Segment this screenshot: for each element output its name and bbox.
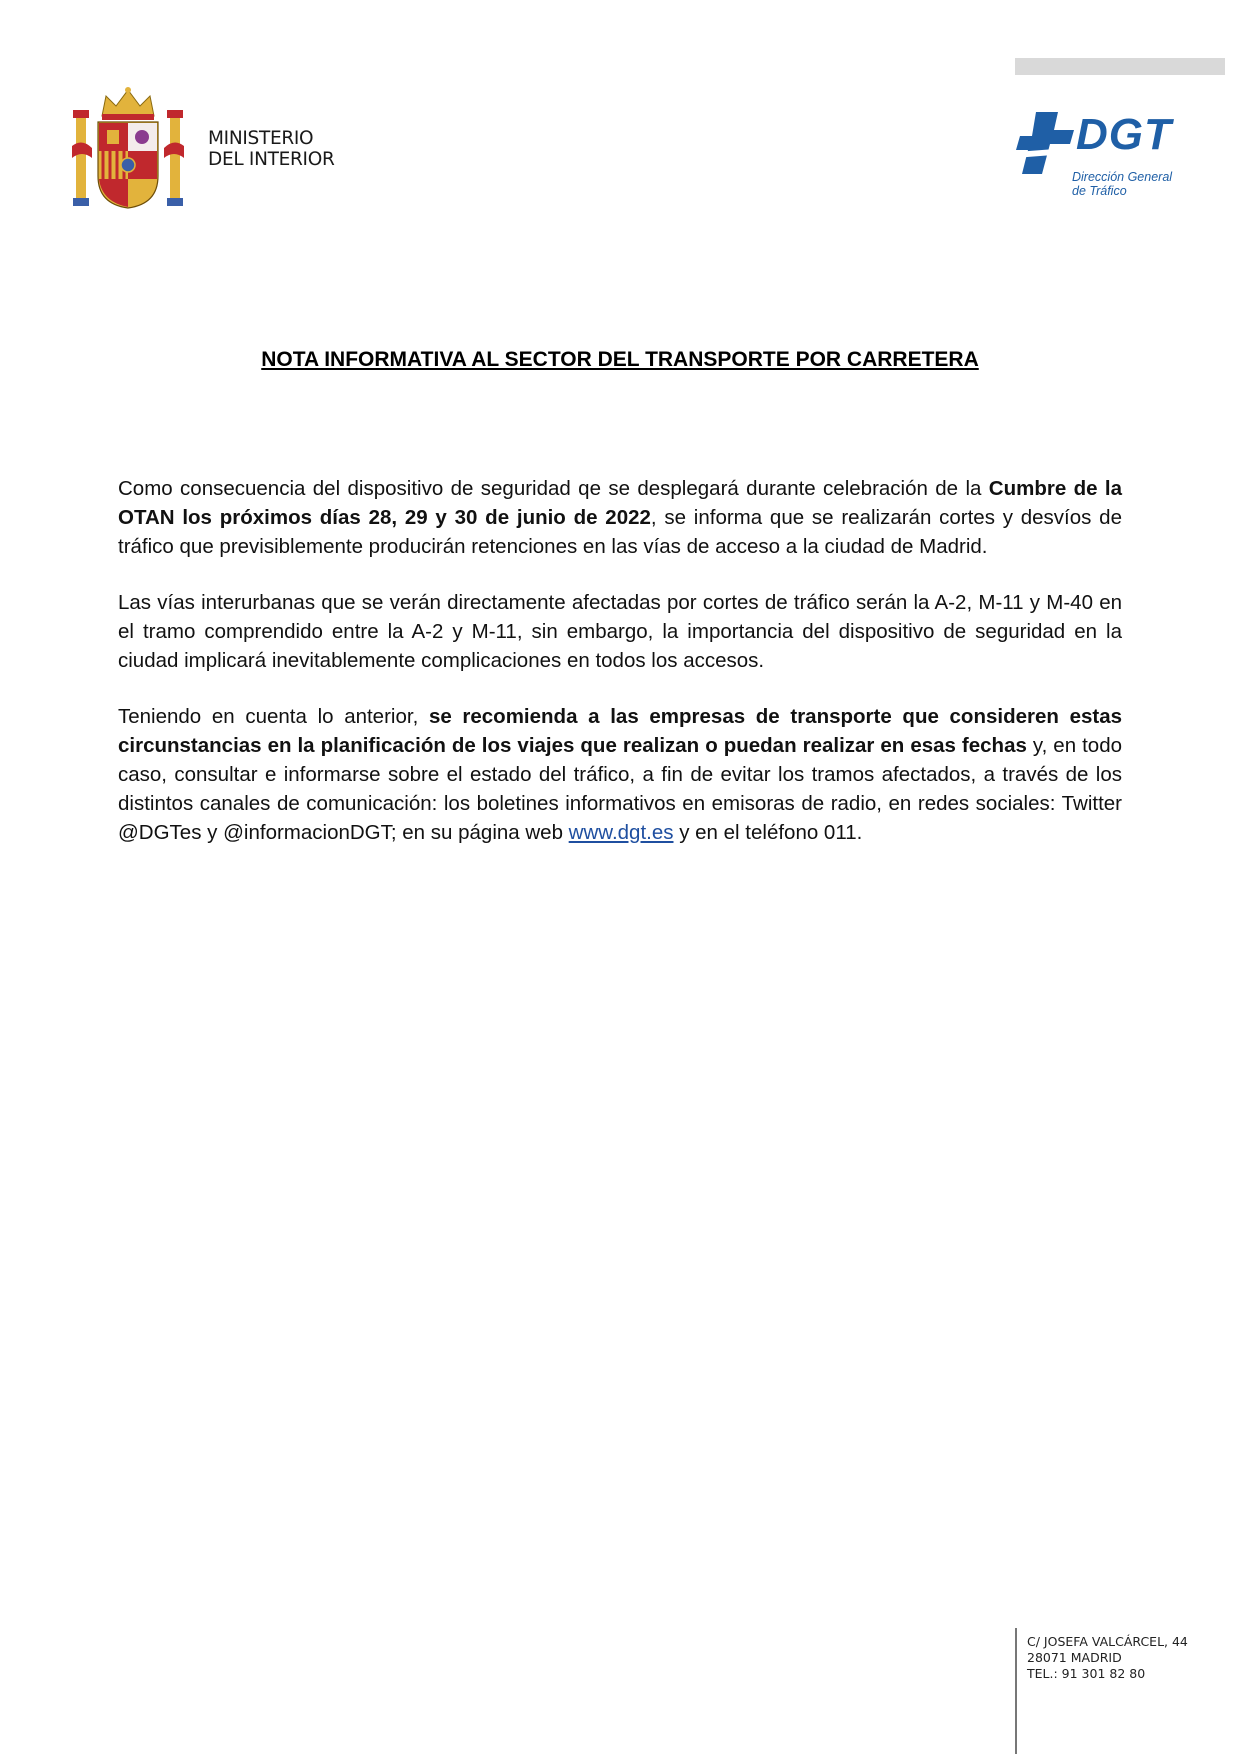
paragraph-2: Las vías interurbanas que se verán directamente afectadas por cortes de tráfico serán la A-2, M-11 y M-40 en el tramo comprendido entre la A-2 y M-11, sin embargo, la importancia del dispositivo de seguridad en la ciudad implicará inevitablemente complicaciones en todos los accesos. [118, 591, 1122, 672]
dgt-subtitle-line-1: Dirección General [1072, 170, 1173, 184]
dgt-logo [1014, 108, 1194, 200]
paragraph-1-text: Como consecuencia del dispositivo de seguridad qe se desplegará durante celebración de la [118, 477, 989, 500]
paragraph-1-text-end: , se informa que se realizarán cortes y desvíos de tráfico que previsiblemente producirán retenciones en las vías de acceso a la ciudad de Madrid. [118, 506, 1122, 558]
footer-city: 28071 MADRID [1027, 1650, 1122, 1665]
paragraph-1 [118, 474, 1122, 561]
ministry-line-2: DEL INTERIOR [208, 149, 335, 170]
ministry-logo [72, 86, 392, 211]
paragraph-3-text-mid: y, en todo caso, consultar e informarse sobre el estado del tráfico, a fin de evitar los tramos afectados, a través de los distintos canales de comunicación: los boletines informativos en emisoras de radio, en redes sociales: Twitter @DGTes y @informacionDGT; en su página web [118, 734, 1122, 844]
dgt-website-link[interactable]: www.dgt.es [568, 821, 674, 844]
ministry-name [208, 128, 335, 170]
footer-phone: TEL.: 91 301 82 80 [1027, 1666, 1146, 1681]
paragraph-1-bold: Cumbre de la OTAN los próximos días 28, 29 y 30 de junio de 2022 [118, 477, 1122, 529]
paragraph-3-bold: se recomienda a las empresas de transporte que consideren estas circunstancias en la planificación de los viajes que realizan o puedan realizar en esas fechas [118, 705, 1122, 757]
dgt-cross-icon [1014, 108, 1076, 178]
ministry-line-1: MINISTERIO [208, 128, 314, 149]
dgt-subtitle-line-2: de Tráfico [1072, 184, 1127, 198]
header-gray-bar [1015, 58, 1225, 75]
paragraph-3-text-end: y en el teléfono 011. [673, 821, 863, 844]
document-body [118, 474, 1122, 874]
paragraph-3 [118, 702, 1122, 847]
document-title: NOTA INFORMATIVA AL SECTOR DEL TRANSPORTE POR CARRETERA [261, 348, 979, 371]
paragraph-3-text: Teniendo en cuenta lo anterior, [118, 705, 429, 728]
coat-of-arms-icon [72, 86, 184, 210]
dgt-logo-text: DGT [1076, 110, 1172, 159]
footer-divider [1015, 1628, 1017, 1754]
footer-street: C/ JOSEFA VALCÁRCEL, 44 [1027, 1634, 1188, 1649]
footer-address [1027, 1634, 1188, 1682]
dgt-subtitle [1072, 170, 1172, 198]
